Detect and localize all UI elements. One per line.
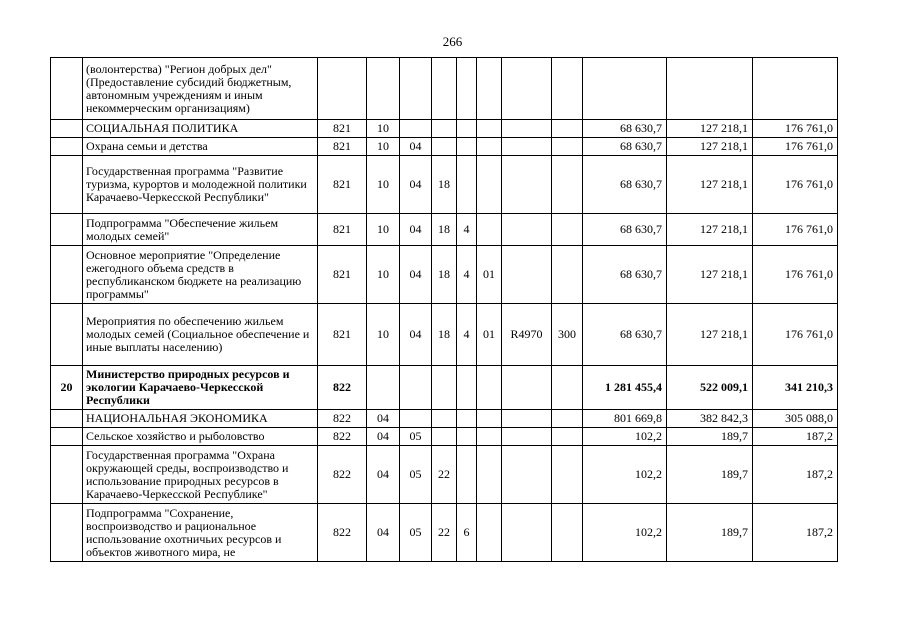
amount-year3-cell: 176 761,0 <box>753 214 838 246</box>
section-code-cell: 10 <box>367 214 400 246</box>
section-code-cell: 04 <box>367 410 400 428</box>
program-code-cell: 18 <box>432 214 457 246</box>
table-row <box>51 410 838 428</box>
direction-code-cell <box>502 246 552 304</box>
amount-year2-cell: 127 218,1 <box>667 138 753 156</box>
amount-year1-cell: 68 630,7 <box>583 156 667 214</box>
subsection-code-cell: 04 <box>400 138 432 156</box>
row-number-cell <box>51 428 83 446</box>
expense-type-cell <box>552 410 583 428</box>
row-number-cell <box>51 410 83 428</box>
expense-type-cell <box>552 58 583 120</box>
activity-code-cell <box>477 428 502 446</box>
subprogram-code-cell <box>457 446 477 504</box>
amount-year1-cell: 102,2 <box>583 428 667 446</box>
subprogram-code-cell: 4 <box>457 214 477 246</box>
section-code-cell: 10 <box>367 304 400 366</box>
admin-code-cell: 821 <box>318 120 367 138</box>
admin-code-cell: 821 <box>318 214 367 246</box>
admin-code-cell: 821 <box>318 156 367 214</box>
program-code-cell <box>432 410 457 428</box>
item-name-cell: Государственная программа "Охрана окружающей среды, воспроизводство и использование природных ресурсов в Карачаево-Черкесской Республике" <box>83 446 318 504</box>
section-code-cell: 10 <box>367 120 400 138</box>
item-name-cell: НАЦИОНАЛЬНАЯ ЭКОНОМИКА <box>83 410 318 428</box>
table-row <box>51 58 838 120</box>
program-code-cell <box>432 428 457 446</box>
amount-year1-cell: 68 630,7 <box>583 138 667 156</box>
program-code-cell <box>432 138 457 156</box>
admin-code-cell: 821 <box>318 246 367 304</box>
budget-table <box>50 57 838 562</box>
activity-code-cell: 01 <box>477 246 502 304</box>
table-row <box>51 304 838 366</box>
activity-code-cell <box>477 120 502 138</box>
section-code-cell: 10 <box>367 156 400 214</box>
direction-code-cell: R4970 <box>502 304 552 366</box>
amount-year1-cell: 68 630,7 <box>583 120 667 138</box>
subsection-code-cell: 04 <box>400 246 432 304</box>
direction-code-cell <box>502 214 552 246</box>
amount-year3-cell: 187,2 <box>753 428 838 446</box>
table-row <box>51 156 838 214</box>
activity-code-cell <box>477 58 502 120</box>
table-row <box>51 138 838 156</box>
subsection-code-cell: 04 <box>400 304 432 366</box>
admin-code-cell: 822 <box>318 504 367 562</box>
program-code-cell: 18 <box>432 156 457 214</box>
section-code-cell: 10 <box>367 138 400 156</box>
expense-type-cell <box>552 446 583 504</box>
item-name-cell: Министерство природных ресурсов и экологии Карачаево-Черкесской Республики <box>83 366 318 410</box>
item-name-cell: СОЦИАЛЬНАЯ ПОЛИТИКА <box>83 120 318 138</box>
activity-code-cell <box>477 446 502 504</box>
subprogram-code-cell <box>457 156 477 214</box>
amount-year2-cell <box>667 58 753 120</box>
amount-year2-cell: 522 009,1 <box>667 366 753 410</box>
admin-code-cell: 822 <box>318 428 367 446</box>
amount-year1-cell <box>583 58 667 120</box>
amount-year3-cell: 176 761,0 <box>753 156 838 214</box>
section-code-cell: 10 <box>367 246 400 304</box>
section-code-cell: 04 <box>367 504 400 562</box>
direction-code-cell <box>502 58 552 120</box>
amount-year2-cell: 189,7 <box>667 428 753 446</box>
subsection-code-cell: 05 <box>400 504 432 562</box>
amount-year1-cell: 102,2 <box>583 504 667 562</box>
item-name-cell: Охрана семьи и детства <box>83 138 318 156</box>
amount-year3-cell: 176 761,0 <box>753 246 838 304</box>
table-row <box>51 366 838 410</box>
expense-type-cell <box>552 504 583 562</box>
row-number-cell <box>51 120 83 138</box>
program-code-cell: 18 <box>432 246 457 304</box>
program-code-cell <box>432 58 457 120</box>
amount-year1-cell: 102,2 <box>583 446 667 504</box>
program-code-cell: 22 <box>432 504 457 562</box>
amount-year2-cell: 189,7 <box>667 504 753 562</box>
section-code-cell: 04 <box>367 428 400 446</box>
amount-year2-cell: 189,7 <box>667 446 753 504</box>
amount-year1-cell: 68 630,7 <box>583 304 667 366</box>
amount-year2-cell: 382 842,3 <box>667 410 753 428</box>
amount-year2-cell: 127 218,1 <box>667 120 753 138</box>
activity-code-cell <box>477 138 502 156</box>
row-number-cell <box>51 504 83 562</box>
row-number-cell <box>51 138 83 156</box>
row-number-cell <box>51 214 83 246</box>
activity-code-cell <box>477 366 502 410</box>
subsection-code-cell: 05 <box>400 446 432 504</box>
subsection-code-cell <box>400 410 432 428</box>
direction-code-cell <box>502 366 552 410</box>
activity-code-cell <box>477 504 502 562</box>
direction-code-cell <box>502 446 552 504</box>
table-row <box>51 214 838 246</box>
amount-year3-cell: 187,2 <box>753 446 838 504</box>
amount-year3-cell: 187,2 <box>753 504 838 562</box>
amount-year2-cell: 127 218,1 <box>667 246 753 304</box>
table-row <box>51 428 838 446</box>
subprogram-code-cell: 6 <box>457 504 477 562</box>
table-row <box>51 504 838 562</box>
amount-year1-cell: 68 630,7 <box>583 214 667 246</box>
direction-code-cell <box>502 410 552 428</box>
subsection-code-cell <box>400 366 432 410</box>
row-number-cell: 20 <box>51 366 83 410</box>
expense-type-cell <box>552 246 583 304</box>
direction-code-cell <box>502 156 552 214</box>
table-row <box>51 246 838 304</box>
table-row <box>51 446 838 504</box>
activity-code-cell: 01 <box>477 304 502 366</box>
section-code-cell <box>367 366 400 410</box>
amount-year3-cell: 176 761,0 <box>753 138 838 156</box>
direction-code-cell <box>502 428 552 446</box>
amount-year2-cell: 127 218,1 <box>667 304 753 366</box>
subprogram-code-cell <box>457 120 477 138</box>
amount-year2-cell: 127 218,1 <box>667 214 753 246</box>
item-name-cell: Подпрограмма "Сохранение, воспроизводство и рациональное использование охотничьих ресурсов и объектов животного мира, не <box>83 504 318 562</box>
subsection-code-cell: 04 <box>400 214 432 246</box>
program-code-cell: 22 <box>432 446 457 504</box>
amount-year1-cell: 68 630,7 <box>583 246 667 304</box>
subprogram-code-cell: 4 <box>457 304 477 366</box>
subprogram-code-cell <box>457 410 477 428</box>
section-code-cell: 04 <box>367 446 400 504</box>
item-name-cell: Основное мероприятие "Определение ежегодного объема средств в республиканском бюджете на реализацию программы" <box>83 246 318 304</box>
row-number-cell <box>51 304 83 366</box>
item-name-cell: Подпрограмма "Обеспечение жильем молодых семей" <box>83 214 318 246</box>
activity-code-cell <box>477 410 502 428</box>
subprogram-code-cell <box>457 428 477 446</box>
amount-year3-cell: 176 761,0 <box>753 120 838 138</box>
activity-code-cell <box>477 214 502 246</box>
program-code-cell <box>432 120 457 138</box>
admin-code-cell: 822 <box>318 446 367 504</box>
row-number-cell <box>51 446 83 504</box>
subprogram-code-cell <box>457 138 477 156</box>
item-name-cell: Мероприятия по обеспечению жильем молодых семей (Социальное обеспечение и иные выплаты населению) <box>83 304 318 366</box>
subprogram-code-cell: 4 <box>457 246 477 304</box>
amount-year2-cell: 127 218,1 <box>667 156 753 214</box>
item-name-cell: (волонтерства) "Регион добрых дел" (Предоставление субсидий бюджетным, автономным учреждениям и иным некоммерческим организациям) <box>83 58 318 120</box>
amount-year1-cell: 1 281 455,4 <box>583 366 667 410</box>
section-code-cell <box>367 58 400 120</box>
expense-type-cell <box>552 138 583 156</box>
row-number-cell <box>51 246 83 304</box>
program-code-cell <box>432 366 457 410</box>
amount-year1-cell: 801 669,8 <box>583 410 667 428</box>
expense-type-cell <box>552 214 583 246</box>
subsection-code-cell: 04 <box>400 156 432 214</box>
amount-year3-cell: 176 761,0 <box>753 304 838 366</box>
amount-year3-cell: 305 088,0 <box>753 410 838 428</box>
amount-year3-cell: 341 210,3 <box>753 366 838 410</box>
program-code-cell: 18 <box>432 304 457 366</box>
expense-type-cell <box>552 120 583 138</box>
amount-year3-cell <box>753 58 838 120</box>
expense-type-cell <box>552 428 583 446</box>
row-number-cell <box>51 58 83 120</box>
subsection-code-cell <box>400 58 432 120</box>
admin-code-cell: 822 <box>318 366 367 410</box>
direction-code-cell <box>502 504 552 562</box>
page-number: 266 <box>442 34 463 49</box>
expense-type-cell: 300 <box>552 304 583 366</box>
subsection-code-cell: 05 <box>400 428 432 446</box>
row-number-cell <box>51 156 83 214</box>
admin-code-cell: 821 <box>318 304 367 366</box>
subsection-code-cell <box>400 120 432 138</box>
direction-code-cell <box>502 120 552 138</box>
item-name-cell: Сельское хозяйство и рыболовство <box>83 428 318 446</box>
item-name-cell: Государственная программа "Развитие туризма, курортов и молодежной политики Карачаево-Черкесской Республики" <box>83 156 318 214</box>
activity-code-cell <box>477 156 502 214</box>
table-row <box>51 120 838 138</box>
admin-code-cell <box>318 58 367 120</box>
subprogram-code-cell <box>457 366 477 410</box>
expense-type-cell <box>552 366 583 410</box>
expense-type-cell <box>552 156 583 214</box>
direction-code-cell <box>502 138 552 156</box>
subprogram-code-cell <box>457 58 477 120</box>
admin-code-cell: 821 <box>318 138 367 156</box>
admin-code-cell: 822 <box>318 410 367 428</box>
